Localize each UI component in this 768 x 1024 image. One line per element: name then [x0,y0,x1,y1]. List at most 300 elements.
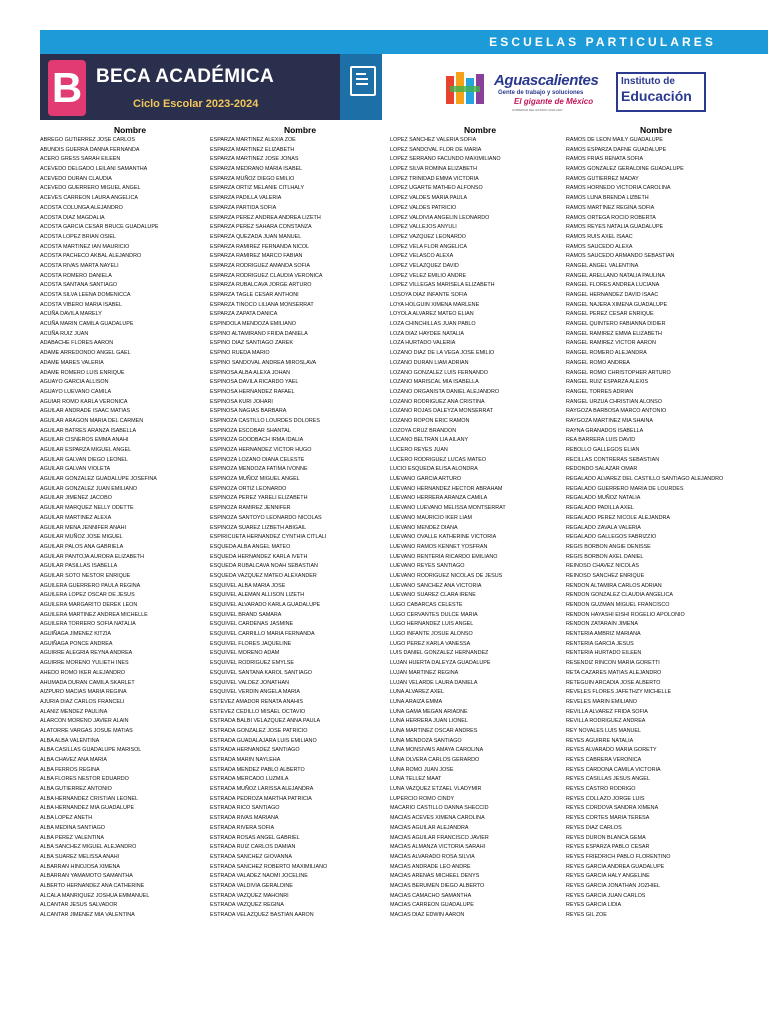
list-item: LUGO CERVANTES DULCE MARIA [390,611,478,618]
list-item: LOPEZ VALDES MARIA PAULA [390,195,468,202]
list-item: LOPEZ SANCHEZ VALERIA SOFIA [390,137,477,143]
list-item: ESTEVEZ AMADOR RENATA ANAHIS [210,698,303,705]
list-item: AGUILAR SOTO NESTOR ENRIQUE [40,572,131,579]
list-item: LUEVANO RAMOS KENNET YOSFRAN [390,543,488,550]
list-item: LOSOYA DIAZ INFANTE SOFIA [390,292,468,298]
list-item: ESPINOZA PEREZ YARELI ELIZABETH [210,495,308,502]
list-item: ESPINOZA ESCOBAR SHANTAL [210,427,291,434]
list-item: RAYGOZA BARBOSA MARCO ANTONIO [566,408,667,415]
list-item: AGUILERA MARGARITO DEREK LEON [40,602,138,608]
list-item: ESPARZA PEREZ SAHARA CONSTANZA [210,224,312,231]
list-item: ACOSTA DIAZ MAGDALIA [40,214,105,221]
list-item: AGUIRRE ALEGRIA REYNA ANDREA [40,650,133,657]
list-item: ACOSTA COLUNGA ALEJANDRO [40,204,123,211]
list-item: ACOSTA PACHECO AKBAL ALEJANDRO [40,253,142,260]
list-item: LUEVANO MAURICIO IKER LIAM [390,514,472,521]
list-item: RENDON ALTAMIRA CARLOS ADRIAN [566,582,662,589]
list-item: ALBA FERROS REGINA [40,766,100,773]
list-item: ESTRADA HERNANDEZ SANTIAGO [210,747,300,754]
list-item: LUJAN MARTINEZ REGINA [390,669,459,676]
list-item: RAMOS ESPARZA DAFNE GUADALUPE [566,146,667,153]
list-item: REYES CASILLAS JESUS ANGEL [566,776,650,783]
list-item: REGALADO ALVAREZ DEL CASTILLO SANTIAGO ALEJANDRO [566,476,724,483]
list-item: LOYA HOLGUIN XIMENA MARLENE [390,301,480,308]
list-item: REGALADO GALLEGOS FABRIZZIO [566,534,657,541]
list-item: REINOSO SANCHEZ ENRIQUE [566,572,645,579]
list-item: AGUAYO LUEVANO CAMILA [40,388,112,395]
list-item: RANGEL RAMIREZ VICTOR AARON [566,340,656,347]
list-item: REYES CARDONA CAMILA VICTORIA [566,766,661,773]
list-item: RANGEL QUINTERO FABIANNA DIDIER [566,321,666,328]
list-item: AGUILERA MARTINEZ ANDREA MICHELLE [40,611,148,618]
names-column-1 [40,124,220,921]
list-item: RANGEL NAJERA XIMENA GUADALUPE [566,301,668,308]
list-item: LOPEZ VILLEGAS MARISELA ELIZABETH [390,282,495,289]
list-item: AGUILAR GALVAN DIEGO LEONEL [40,456,128,463]
list-item: LOPEZ VALDIVIA ANGELIN LEONARDO [390,214,490,221]
aguascalientes-brand: Aguascalientes [494,72,599,89]
list-item: LOZANO GONZALEZ LUIS FERNANDO [390,369,488,376]
list-item: ACOSTA RIVAS MARTA NAYELI [40,262,119,269]
list-item: ESPINOZA HERNANDEZ VICTOR HUGO [210,447,312,453]
list-item: REYES COLLAZO JORGE LUIS [566,795,645,802]
list-item: LOZANO DURAN LIAM ADRIAN [390,359,469,366]
list-item: ESPARZA ORTIZ MELANIE CITLHALY [210,185,305,192]
list-item: REVELES MARIN EMILIANO [566,698,637,705]
list-item: LOZOYA CRUZ BRANDON [390,427,457,434]
list-item: ALBA HERNANDEZ MIA GUADALUPE [40,805,135,812]
list-item: ESPARZA MEDRANO MARIA ISABEL [210,166,303,173]
list-item: ESQUIVEL VERDIN ANGELA MARIA [210,689,300,696]
list-item: ALBA SUAREZ MELISSA ANAHI [40,853,120,860]
list-item: ESPINOZA SUAREZ LIZBETH ABIGAIL [210,524,307,531]
list-item: REYES ALVARADO MARIA GORETY [566,747,657,754]
names-list [40,136,220,921]
list-item: REYES GARCIA LIDIA [566,902,622,909]
list-item: ACOSTA MARTINEZ IAN MAURICIO [40,243,130,250]
list-item: AGUILAR PASILLAS ISABELLA [40,563,118,570]
list-item: RANGEL ANGEL VALENTINA [566,262,639,269]
list-item: LUNA VAZQUEZ ETZAEL VLADYMIR [390,786,482,793]
list-item: ESTRADA BALBI VELAZQUEZ ANNA PAULA [210,718,321,725]
list-item: ESQUIVEL CARRILLO MARIA FERNANDA [210,631,315,638]
list-item: ESPINDOLA MENDOZA EMILIANO [210,321,296,328]
list-item: ESPINOZA GOODBACH IRMA IDALIA [210,437,304,444]
list-item: AGUILERA GUERRERO PAULA REGINA [40,582,141,589]
list-item: ESPINOZA MENDOZA FATIMA IVONNE [210,466,308,473]
list-item: LUEVANO OVALLE KATHERINE VICTORIA [390,534,497,541]
list-item: ESTRADA MUÑOZ LARISSA ALEJANDRA [210,786,314,793]
aguascalientes-logo-icon [446,72,488,108]
list-item: LOZANO ROJAS DALEYZA MONSERRAT [390,408,493,415]
list-item: AGUILAR PALOS ANA GABRIELA [40,543,124,550]
list-item: ESQUIVEL BRAND SAMARA [210,611,282,618]
list-item: RAMOS SAUCEDO ALEXA [566,243,633,250]
list-item: ESPINOZA ORTIZ LEONARDO [210,485,287,492]
list-item: MACIAS DIAZ EDWIN AARON [390,912,465,918]
list-item: LUPERCIO ROMO CINDY [390,795,455,802]
list-item: RAMOS LUNA BRENDA LIZBETH [566,195,649,202]
list-item: ESPINOSA DAVILA RICARDO YAEL [210,379,299,386]
list-item: RANGEL TORRES ADRIAN [566,388,634,395]
list-item: MACIAS CARREON GUADALUPE [390,902,474,909]
list-item: RAMOS REYES NATALIA GUADALUPE [566,224,664,231]
list-item: LUJAN VELARDE LAURA DANIELA [390,679,478,686]
list-item: REBOLLO GALLEGOS ELIAN [566,447,640,453]
list-item: LOYOLA ALVAREZ MATEO ELIAN [390,311,474,318]
list-item: REYES DURON BLANCA GEMA [566,834,646,841]
list-item: RECILLAS CONTRERAS SEBASTIAN [566,456,660,463]
list-item: REVILLA RODRIGUEZ ANDREA [566,718,646,725]
list-item: ACOSTA VIBERO MARIA ISABEL [40,301,122,308]
list-item: ACUÑA DAVILA MARELY [40,311,102,318]
list-item: LOZANO DIAZ DE LA VEGA JOSE EMILIO [390,350,495,357]
list-item: ALBARRAN HINOJOSA XIMENA [40,863,120,870]
list-item: LOPEZ SANDOVAL FLOR DE MARIA [390,146,482,153]
list-item: AGUILAR MARTINEZ ALEXA [40,514,112,521]
list-item: ESTRADA GUADALAJARA LUIS EMILIANO [210,737,317,744]
list-item: REYES GARCIA HALY ANGELINE [566,873,650,880]
column-header: Nombre [283,125,317,135]
list-item: ESTRADA RUIZ CARLOS DAMIAN [210,844,296,851]
list-item: AHEDO ROMO IKER ALEJANDRO [40,669,126,676]
list-item: MACIAS ANDRADE LEO ANDRE [390,863,471,870]
list-item: ESTRADA VALDIVIA GERALDINE [210,882,293,889]
list-item: REGALADO MUÑOZ NATALIA [566,495,641,502]
list-item: ESPIRICUETA HERNANDEZ CYNTHIA CITLALI [210,534,327,541]
list-item: ESTRADA VAZQUEZ MAHONRI [210,892,289,899]
list-item: ESQUIVEL ALBA MARIA JOSE [210,582,286,589]
list-item: AGUILAR CISNEROS EMMA ANAHI [40,437,129,444]
list-item: ESTRADA VALADEZ NAOMI JOCELINE [210,873,308,880]
list-item: LUNA GAMA MEGAN ARIADNE [390,708,468,715]
list-item: RANGEL ARELLANO NATALIA PAULINA [566,272,665,279]
list-item: RAMOS ORTEGA ROCIO ROBERTA [566,214,656,221]
list-item: ESTRADA SANCHEZ ROBERTO MAXIMILIANO [210,863,328,870]
list-item: ESTRADA VAZQUEZ REGINA [210,902,284,909]
list-item: LUNA ALVAREZ AXEL [390,689,445,696]
list-item: ALBA CHAVEZ ANA MARIA [40,757,108,763]
list-item: LOZANO RODRIGUEZ ANA CRISTINA [390,398,485,405]
list-item: ESQUIVEL CARDENAS JASMINE [210,621,294,628]
list-item: RETA CAZARES MATIAS ALEJANDRO [566,669,662,676]
list-item: ALARCON MORENO JAVIER ALAIN [40,718,129,725]
names-column-3 [390,124,570,921]
list-item: LUGO HERNANDEZ LUIS ANGEL [390,621,474,628]
list-item: ESPINO ALTAMIRANO FRIDA DANIELA [210,330,308,337]
list-item: ESPINOSA HERNANDEZ RAFAEL [210,388,295,395]
list-item: ALBA LOPEZ ANETH [40,815,93,822]
list-item: ACOSTA LOPEZ BRIAN OSIEL [40,233,116,240]
list-item: ACOSTA ROMERO DANIELA [40,272,112,279]
list-item: MACIAS ALVARADO ROSA SILVIA [390,853,475,860]
names-list [210,136,390,921]
list-item: ESPARZA RUBALCAVA JORGE ARTURO [210,282,312,289]
list-item: AIZPURO MACIAS MARIA REGINA [40,689,127,696]
list-item: MACIAS AGUILAR ALEJANDRA [390,824,469,831]
list-item: MACARIO CASTILLO DANNA SHECCID [390,805,489,812]
list-item: ALBERTO HERNANDEZ ANA CATHERINE [40,882,145,889]
list-item: ESTRADA RIVERA SOFIA [210,824,275,831]
list-item: RENDON GUZMAN MIGUEL FRANCISCO [566,602,670,608]
list-item: MACIAS ACEVES XIMENA CAROLINA [390,815,485,822]
list-item: RAYGOZA MARTINEZ MIA SHAINA [566,417,653,424]
list-item: ESTRADA MARIN NAYLEHA [210,757,281,763]
list-item: ESQUIVEL RODRIGUEZ EMYLSE [210,660,294,667]
list-item: LOPEZ VELASCO ALEXA [390,253,454,260]
list-item: RENTERIA GARCIA JESUS [566,640,634,647]
list-item: ESTRADA ROSAS ANGEL GABRIEL [210,834,300,841]
list-item: LUGO INFANTE JOSUE ALONSO [390,631,473,638]
list-item: ACOSTA GARCIA CESAR BRUCE GUADALUPE [40,224,159,231]
list-item: REYES GARCIA JONATHAN JOZHIEL [566,882,660,889]
list-item: ESQUEDA RUBALCAVA NOAH SEBASTIAN [210,563,318,570]
list-item: LUGO CABARCAS CELESTE [390,602,463,608]
list-item: REGIS BORBON AXEL DANIEL [566,553,644,560]
top-banner [40,30,768,54]
list-item: MACIAS ALMANZA VICTORIA SARAHI [390,844,486,851]
list-item: RESENDIZ RINCON MARIA GORETTI [566,660,660,667]
list-item: LOZA HURTADO VALERIA [390,340,456,347]
instituto-logo-line1: Instituto de [621,76,675,87]
names-list [390,136,570,921]
list-item: ACOSTA SANTANA SANTIAGO [40,282,118,289]
list-item: RENTERIA HURTADO EILEEN [566,650,642,657]
list-item: RANGEL RAMIREZ EMMA ELIZABETH [566,330,662,337]
list-item: LUNA ARAIZA EMMA [390,698,443,705]
list-item: ACUÑA MARIN CAMILA GUADALUPE [40,321,134,328]
list-item: LUNA ROMO JUAN JOSE [390,766,454,773]
list-item: ESPARZA RODRIGUEZ CLAUDIA VERONICA [210,272,323,279]
list-item: RENDON ZATARAIN JIMENA [566,621,638,628]
list-item: ESPINOZA CASTILLO LOURDES DOLORES [210,417,320,424]
list-item: ACEVEDO DURAN CLAUDIA [40,175,112,182]
list-item: AGUILERA LOPEZ OSCAR DE JESUS [40,592,135,599]
list-item: LUEVANO LUEVANO MELISSA MONTSERRAT [390,505,506,512]
list-item: ACEVES CARREON LAURA ANGELICA [40,195,138,202]
list-item: LUEVANO REYES SANTIAGO [390,563,465,570]
list-item: REA BARRERA LUIS DAVID [566,437,636,444]
list-item: ESPINOSA ALBA ALEXA JOHAN [210,369,290,376]
list-item: RETEGUIN ARCADIA JOSE ALBERTO [566,679,661,686]
list-item: REYES CORTES MARIA TERESA [566,815,650,822]
list-item: ESTRADA PEDROZA MARTHA PATRICIA [210,795,312,802]
list-item: LUNA TELLEZ MAAT [390,776,442,783]
list-item: ALBA SANCHEZ MIGUEL ALEJANDRO [40,844,137,851]
list-item: ADAME ARREDONDO ANGEL GAEL [40,350,131,357]
list-item: ESTRADA RICO SANTIAGO [210,805,280,812]
list-item: ESTRADA MERCADO LUZMILA [210,776,289,783]
list-item: ESPARZA PEREZ ANDREA ANDREA LIZETH [210,214,321,221]
list-item: ESTRADA VELAZQUEZ BASTIAN AARON [210,912,314,918]
list-item: ESQUIVEL ALVARADO KARLA GUADALUPE [210,602,321,608]
list-item: REGALADO PADILLA AXEL [566,505,634,512]
list-item: RAMOS FRIAS RENATA SOFIA [566,156,644,163]
list-item: LUEVANO SANCHEZ ANA VICTORIA [390,582,482,589]
list-item: LUJAN HUERTA DALEYZA GUADALUPE [390,660,491,667]
list-item: LOZA CHINCHILLAS JUAN PABLO [390,321,476,328]
names-column-2 [210,124,390,921]
list-item: REVILLA ALVAREZ FRIDA SOFIA [566,708,648,715]
list-item: LUNA HERRERA JUAN LIONEL [390,718,468,725]
list-item: ESPINOZA MUÑOZ MIGUEL ANGEL [210,476,300,483]
list-item: AGUILAR PANTOJA AURORA ELIZABETH [40,553,145,560]
list-item: REYES FRIEDRICH PABLO FLORENTINO [566,853,671,860]
list-item: REGALADO GUERRERO MARIA DE LOURDES [566,485,684,492]
list-item: ESTRADA RIVAS MARIANA [210,815,279,822]
list-item: AGUAYO GARCIA ALLISON [40,379,109,386]
list-item: ESPARZA QUEZADA JUAN MANUEL [210,233,302,240]
list-item: ESQUIVEL SANTANA KAROL SANTIAGO [210,669,312,676]
list-item: ACUÑA RUIZ JUAN [40,330,89,337]
list-item: LOZANO ORGANISTA DANIEL ALEJANDRO [390,388,500,395]
list-item: REGIS BORBON ANGIE DENISSE [566,543,651,550]
list-item: AGUILAR MENA JENNIFER ANAHI [40,524,126,531]
list-item: LUNA OLVERA CARLOS GERARDO [390,757,480,763]
list-item: AGUILAR BATRES ARANZA ISABELLA [40,427,137,434]
document-icon [350,66,376,96]
list-item: RAYNA GRANADOS ISABELLA [566,427,644,434]
list-item: RAMOS DE LEON MAILY GUADALUPE [566,137,663,143]
banner-text: ESCUELAS PARTICULARES [489,35,716,49]
list-item: ADAME MARES VALERIA [40,359,104,366]
list-item: ESPARZA PADILLA VALERIA [210,195,282,202]
list-item: AGUILAR ANDRADE ISAAC MATIAS [40,408,131,415]
list-item: ESPINOSA KURI JOHARI [210,398,273,405]
column-header: Nombre [113,125,147,135]
list-item: RANGEL RUIZ ESPARZA ALEXIS [566,379,649,386]
list-item: LUEVANO GARCIA ARTURO [390,476,462,483]
list-item: LOZANO ROPON ERIC RAMON [390,417,470,424]
list-item: RANGEL URZUA CHRISTIAN ALONSO [566,398,662,405]
list-item: ALBA HERNANDEZ CRISTIAN LEONEL [40,795,138,802]
instituto-logo-line2: Educación [621,88,692,104]
list-item: ALBA FLORES NESTOR EDUARDO [40,776,129,783]
list-item: REYES GARCIA JUAN CARLOS [566,892,646,899]
names-list [566,136,746,921]
list-item: LUCIO ESQUEDA ELISA ALONDRA [390,466,478,473]
list-item: AJURIA DIAZ CARLOS FRANCELI [40,698,125,705]
list-item: LOPEZ VAZQUEZ LEONARDO [390,233,466,240]
list-item: REY NOVALES LUIS MANUEL [566,727,641,734]
aguascalientes-tagline: El gigante de México [514,97,594,106]
list-item: ALCALA MANRIQUEZ JOSHUA EMMANUEL [40,892,150,899]
list-item: ESPINOSA NAGIAS BARBARA [210,408,287,415]
list-item: REDONDO SALAZAR OMAR [566,466,638,473]
list-item: AGUILAR GALVAN VIOLETA [40,466,111,473]
list-item: AGUILAR JIMENEZ JACOBO [40,495,112,502]
list-item: ALBA PEREZ VALENTINA [40,834,105,841]
list-item: LOPEZ VELA FLOR ANGELICA [390,243,467,250]
column-header: Nombre [463,125,497,135]
school-cycle: Ciclo Escolar 2023-2024 [133,98,259,110]
list-item: RANGEL FLORES ANDREA LUCIANA [566,282,660,289]
list-item: ESPINOZA LOZANO DIANA CELESTE [210,456,305,463]
list-item: ACEVEDO DELGADO LEILANI SAMANTHA [40,166,148,173]
list-item: ALCANTAR JESUS SALVADOR [40,902,118,909]
list-item: ESPINOZA RAMIREZ JENNIFER [210,505,291,512]
list-item: ESQUIVEL MORENO ADAM [210,650,280,657]
list-item: LOZA DIAZ HAYDEE NATALIA [390,330,464,337]
list-item: ESPARZA MUÑOZ DIEGO EMILIO [210,175,295,182]
list-item: RAMOS HORNEDO VICTORIA CAROLINA [566,185,671,192]
list-item: ESPARZA MARTINEZ ELIZABETH [210,146,295,153]
list-item: ESQUIVEL VALDEZ JONATHAN [210,679,289,686]
list-item: REYES AGUIRRE NATALIA [566,737,634,744]
list-item: LUGO PEREZ KARLA VANESSA [390,640,471,647]
list-item: ESPARZA TAGLE CESAR ANTHONI [210,292,299,298]
list-item: ADAME ROMERO LUIS ENRIQUE [40,369,125,376]
list-item: RENDON GONZALEZ CLAUDIA ANGELICA [566,592,673,599]
list-item: ESPARZA MARTINEZ ALEXIA ZOE [210,137,296,143]
list-item: AGUILAR ESPARZA MIGUEL ANGEL [40,447,132,453]
list-item: MACIAS CAMACHO SAMANTHA [390,892,472,899]
list-item: LUEVANO SUAREZ CLARA IRENE [390,592,476,599]
list-item: LOPEZ SILVA ROMINA ELIZABETH [390,166,477,173]
list-item: AGUILERA TORRERO SOFIA NATALIA [40,621,136,628]
list-item: ALBA MEDINA SANTIAGO [40,824,106,831]
list-item: RENTERIA AMBRIZ MARIANA [566,631,641,638]
list-item: RAMOS MARTINEZ REGINA SOFIA [566,204,655,211]
list-item: ESQUEDA VAZQUEZ MATEO ALEXANDER [210,572,317,579]
list-item: REYES CORDOVA SANDRA XIMENA [566,805,659,812]
list-item: LUEVANO HERRERA ARANZA CAMILA [390,495,488,502]
list-item: ALCANTAR JIMENEZ MIA VALENTINA [40,912,135,918]
list-item: ADABACHE FLORES AARON [40,340,114,347]
list-item: ALBA GUTIERREZ ANTONIO [40,786,112,793]
list-item: ALBA ALBA VALENTINA [40,737,100,744]
aguascalientes-fineprint: GOBIERNO DEL ESTADO 2022-2027 [512,108,563,112]
aguascalientes-subtitle: Gente de trabajo y soluciones [498,90,584,96]
list-item: ESPARZA MARTINEZ JOSE JONAS [210,156,299,163]
list-item: ESPINOZA SANTOYO LEONARDO NICOLAS [210,514,322,521]
list-item: ESPINO RUEDA MARIO [210,350,270,357]
list-item: ACEVEDO GUERRERO MIGUEL ANGEL [40,185,141,192]
list-item: ESPARZA RODRIGUEZ AMANDA SOFIA [210,262,310,269]
list-item: AGUIAR ROMO KARLA VERONICA [40,398,128,405]
list-item: LOPEZ VELEZ EMILIO ANDRE [390,272,467,279]
list-item: ACERO GRESS SARAH EILEEN [40,156,121,163]
list-item: ESPARZA RAMIREZ FERNANDA NICOL [210,243,310,250]
list-item: ESPARZA RAMIREZ MARCO FABIAN [210,253,303,260]
list-item: ALBA CASILLAS GUADALUPE MARISOL [40,747,142,754]
list-item: AGUIRRE MORENO YULIETH INES [40,660,129,667]
list-item: REYES GARCIA ANDREA GUADALUPE [566,863,665,870]
list-item: LUEVANO RODRIGUEZ NICOLAS DE JESUS [390,572,503,579]
list-item: LOPEZ VALDES PATRICIO [390,204,457,211]
list-item: LUNA MENDOZA SANTIAGO [390,737,462,744]
list-item: AGUIÑAGA PONCE ANDREA [40,640,113,647]
list-item: AGUILAR GONZALEZ GUADALUPE JOSEFINA [40,476,157,483]
list-item: REYES DIAZ CARLOS [566,824,622,831]
list-item: LOZANO MARISCAL MIA ISABELLA [390,379,479,386]
list-item: ESPINO DIAZ SANTIAGO ZAREK [210,340,293,347]
list-item: REINOSO CHAVEZ NICOLAS [566,563,639,570]
list-item: LOPEZ SERRANO FACUNDO MAXIMILIANO [390,156,501,163]
page-title: BECA ACADÉMICA [96,66,275,87]
list-item: AGUIÑAGA JIMENEZ KITZIA [40,631,111,638]
list-item: LUEVANO RENTERIA RICARDO EMILIANO [390,553,498,560]
list-item: ESTRADA SANCHEZ GIOVANNA [210,853,292,860]
list-item: ESQUIVEL FLORES JAQUELINE [210,640,292,647]
list-item: REYES GIL ZOE [566,912,607,918]
list-item: LUCERO REYES JUAN [390,447,448,453]
list-item: LUCANO BELTRAN LIA AILANY [390,437,469,444]
list-item: REVELES FLORES JAFETHZY MICHELLE [566,689,672,696]
list-item: RAMOS RUIS AXEL ISAAC [566,233,633,240]
list-item: ALBARRAN YAMAMOTO SAMANTHA [40,873,133,880]
list-item: ESTRADA MENDEZ PABLO ALBERTO [210,766,305,773]
